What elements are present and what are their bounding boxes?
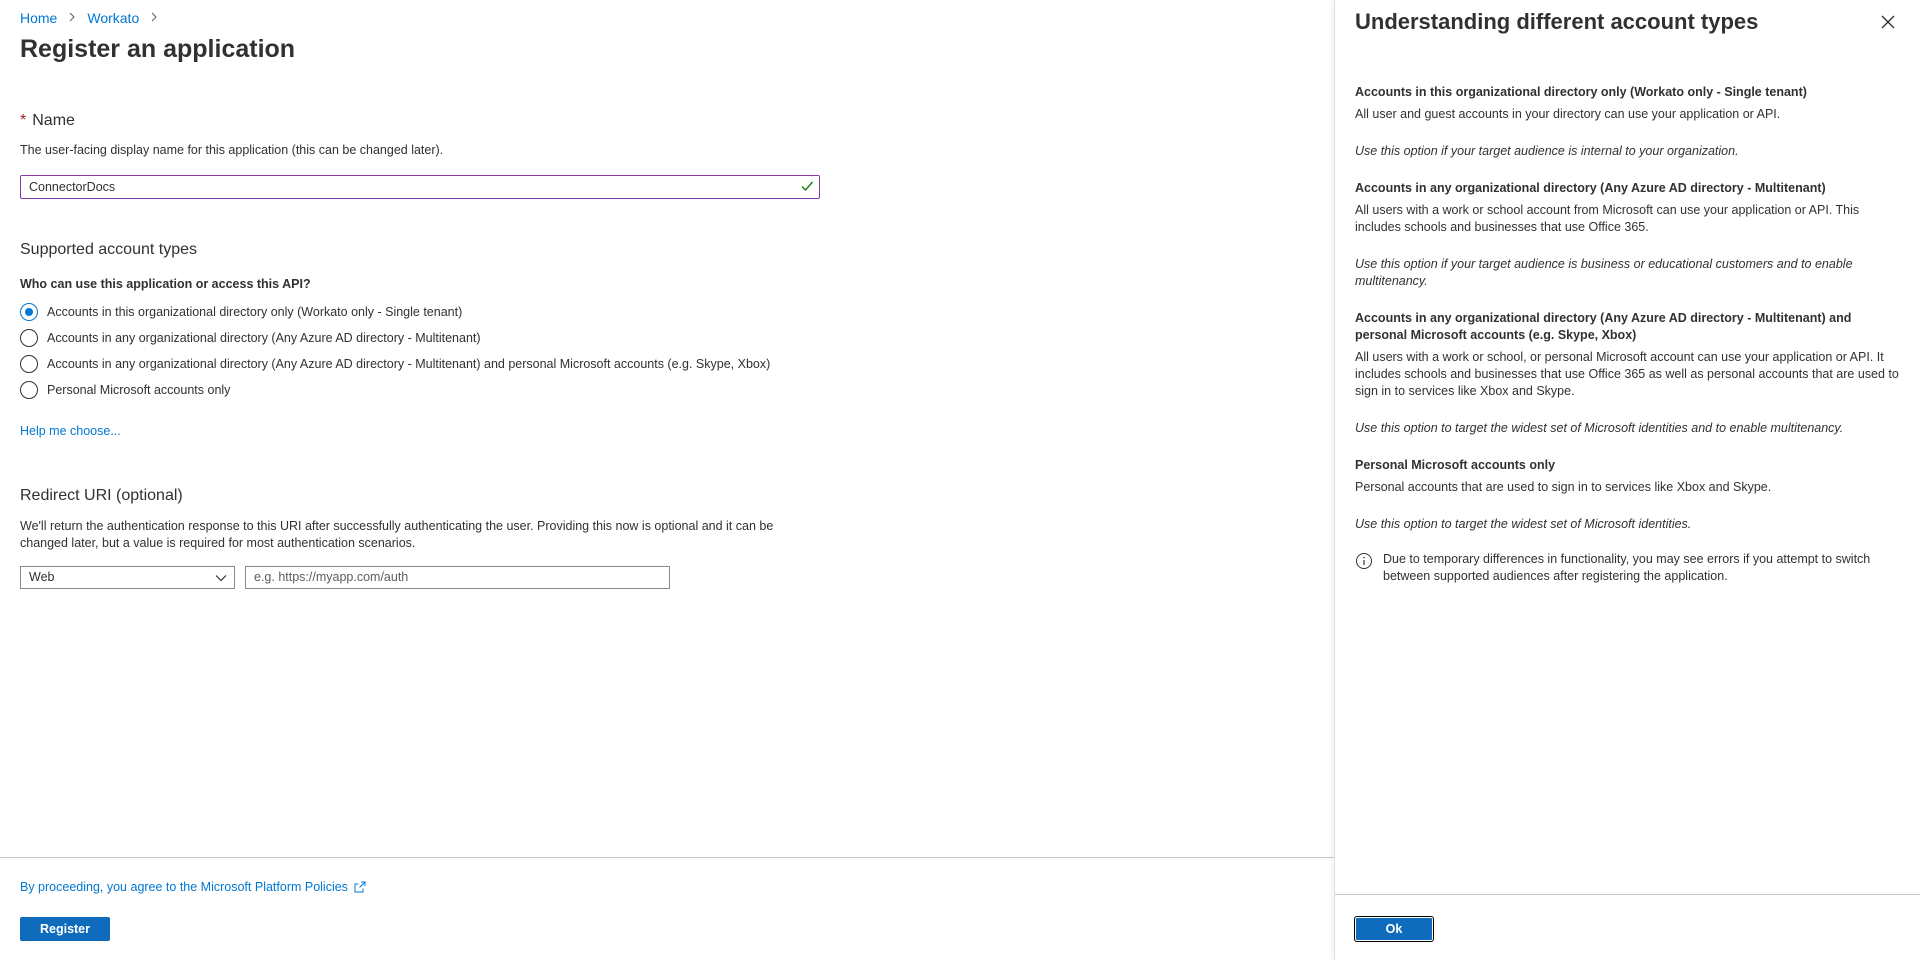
chevron-down-icon xyxy=(214,571,228,585)
redirect-uri-input[interactable]: e.g. https://myapp.com/auth xyxy=(245,566,670,589)
name-input[interactable]: ConnectorDocs xyxy=(20,175,820,199)
external-link-icon xyxy=(353,880,367,894)
panel-section-note: Use this option if your target audience is internal to your organization. xyxy=(1355,144,1739,158)
chevron-right-icon xyxy=(67,11,77,25)
ok-button[interactable]: Ok xyxy=(1355,917,1433,941)
radio-button[interactable] xyxy=(20,355,38,373)
platform-policies-link[interactable] xyxy=(20,880,367,894)
help-me-choose-link[interactable]: Help me choose... xyxy=(20,424,121,438)
radio-label: Accounts in this organizational directory only (Workato only - Single tenant) xyxy=(47,305,463,319)
checkmark-icon xyxy=(800,179,814,193)
breadcrumb-workato[interactable]: Workato xyxy=(87,10,140,26)
breadcrumb xyxy=(20,10,169,26)
panel-section-note: Use this option if your target audience is business or educational customers and to enable multitenancy. xyxy=(1355,257,1853,288)
footer-divider xyxy=(0,857,1334,858)
info-icon xyxy=(1355,552,1373,570)
radio-label: Accounts in any organizational directory (Any Azure AD directory - Multitenant) and personal Microsoft accounts (e.g. Skype, Xbox) xyxy=(47,357,771,371)
radio-option-single-tenant[interactable] xyxy=(20,303,462,321)
radio-option-personal[interactable] xyxy=(20,381,230,399)
page-title: Register an application xyxy=(20,35,296,63)
panel-section-body: All users with a work or school, or personal Microsoft account can use your application or API. It includes schools and businesses that use Office 365 as well as personal accounts that are used to sign in to services like Xbox and Skype. xyxy=(1355,350,1899,398)
name-label-text: Name xyxy=(32,112,75,129)
platform-select-value: Web xyxy=(29,570,55,584)
radio-button[interactable] xyxy=(20,381,38,399)
close-icon[interactable] xyxy=(1879,13,1897,31)
name-description: The user-facing display name for this application (this can be changed later). xyxy=(20,143,444,157)
radio-option-multitenant[interactable] xyxy=(20,329,481,347)
redirect-title: Redirect URI (optional) xyxy=(20,487,183,504)
radio-option-multitenant-personal[interactable] xyxy=(20,355,770,373)
panel-section-body: All user and guest accounts in your directory can use your application or API. xyxy=(1355,107,1781,121)
radio-label: Personal Microsoft accounts only xyxy=(47,383,231,397)
panel-section-note: Use this option to target the widest set of Microsoft identities and to enable multitenancy. xyxy=(1355,421,1844,435)
account-types-title: Supported account types xyxy=(20,241,198,258)
radio-button-checked[interactable] xyxy=(20,303,38,321)
panel-section-heading: Personal Microsoft accounts only xyxy=(1355,458,1556,472)
breadcrumb-home[interactable]: Home xyxy=(20,10,58,26)
account-types-help-panel xyxy=(1334,0,1920,960)
name-label xyxy=(20,112,75,130)
panel-title: Understanding different account types xyxy=(1355,9,1759,34)
panel-section-note: Use this option to target the widest set of Microsoft identities. xyxy=(1355,517,1692,531)
chevron-right-icon xyxy=(149,11,159,25)
required-marker: * xyxy=(20,112,27,129)
radio-label: Accounts in any organizational directory (Any Azure AD directory - Multitenant) xyxy=(47,331,481,345)
panel-footer-divider xyxy=(1335,894,1920,895)
radio-button[interactable] xyxy=(20,329,38,347)
redirect-description: We'll return the authentication response to this URI after successfully authenticating the user. Providing this now is optional and it can be changed later, but a value is required for most authentication scenarios. xyxy=(20,519,774,550)
panel-section-heading: Accounts in any organizational directory (Any Azure AD directory - Multitenant) and personal Microsoft accounts (e.g. Skype, Xbox) xyxy=(1355,311,1852,342)
register-button[interactable]: Register xyxy=(20,917,110,941)
info-message xyxy=(1355,551,1900,585)
platform-select[interactable] xyxy=(20,566,235,589)
panel-section-body: Personal accounts that are used to sign in to services like Xbox and Skype. xyxy=(1355,480,1772,494)
panel-section-heading: Accounts in any organizational directory (Any Azure AD directory - Multitenant) xyxy=(1355,181,1826,195)
info-text: Due to temporary differences in functionality, you may see errors if you attempt to switch between supported audiences after registering the application. xyxy=(1383,552,1871,583)
panel-section-heading: Accounts in this organizational directory only (Workato only - Single tenant) xyxy=(1355,85,1807,99)
account-types-question: Who can use this application or access this API? xyxy=(20,277,311,291)
platform-policies-text: By proceeding, you agree to the Microsoft Platform Policies xyxy=(20,880,348,894)
panel-section-body: All users with a work or school account from Microsoft can use your application or API. This includes schools and businesses that use Office 365. xyxy=(1355,203,1860,234)
